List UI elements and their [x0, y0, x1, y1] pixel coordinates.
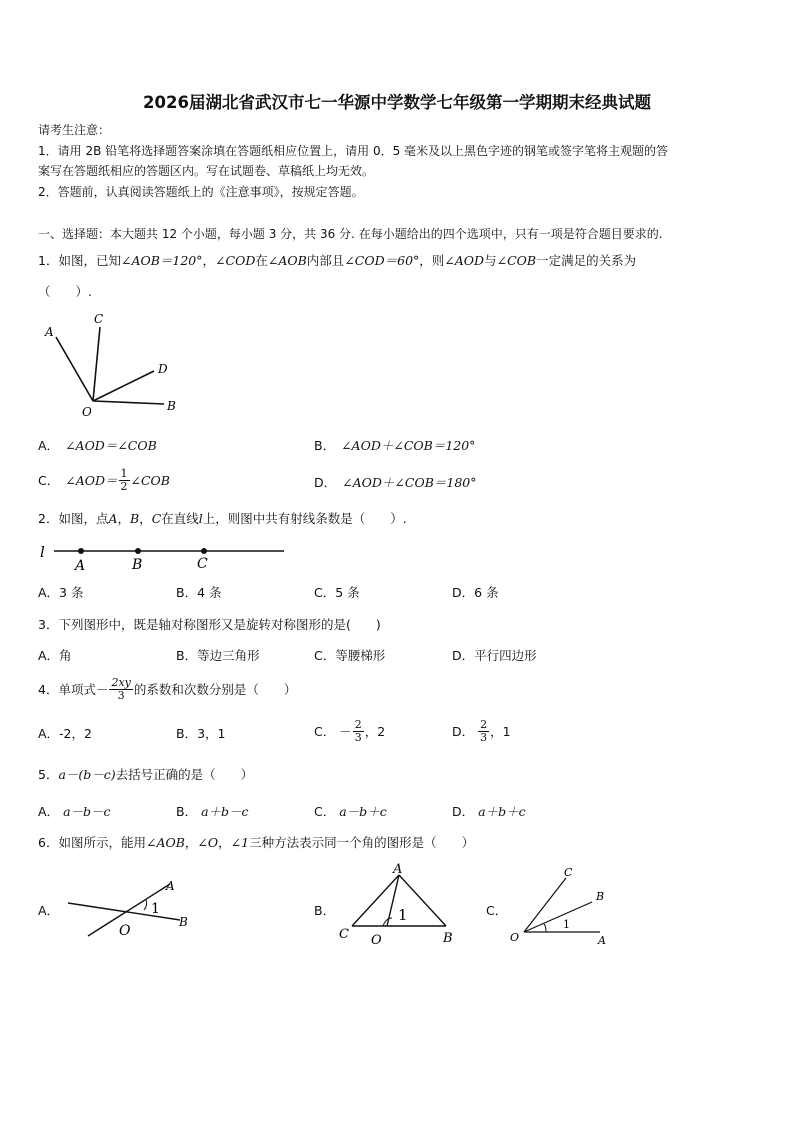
label-B: B	[167, 399, 176, 413]
question-4-stem: 4．单项式 － $\frac{2xy}{3}$ 的系数和次数分别是（ ）	[38, 675, 297, 702]
notice-line-1a: 1．请用 2B 铅笔将选择题答案涂填在答题纸相应位置上，请用 0．5 毫米及以上黑色字迹的钢笔或签字笔将主观题的答	[38, 144, 669, 158]
question-5-option-d[interactable]: D． a＋b＋c	[452, 804, 526, 819]
label-1: 1	[151, 901, 160, 917]
question-6-stem: 6．如图所示，能用∠AOB，∠O，∠1三种方法表示同一个角的图形是（ ）	[38, 835, 475, 850]
question-2-figure	[36, 537, 296, 573]
question-1-paren: （ ）.	[38, 284, 92, 299]
label-C: C	[564, 866, 573, 879]
question-6-option-b[interactable]: B．	[314, 903, 336, 918]
label-B: B	[443, 931, 453, 946]
section-heading: 一、选择题：本大题共 12 个小题，每小题 3 分，共 36 分. 在每小题给出的四个选项中，只有一项是符合题目要求的.	[38, 227, 663, 241]
label-B: B	[179, 915, 188, 929]
question-6-option-a[interactable]: A．	[38, 903, 60, 918]
question-2-option-a[interactable]: A．3 条	[38, 585, 84, 600]
label-A: A	[75, 558, 86, 573]
label-1: 1	[563, 918, 570, 931]
label-O: O	[82, 405, 92, 419]
question-2-option-c[interactable]: C．5 条	[314, 585, 360, 600]
question-1-option-c[interactable]: C． ∠AOD＝ $\frac{1}{2}$ ∠COB	[38, 466, 170, 493]
label-B: B	[132, 557, 143, 573]
question-5-stem: 5．a－(b－c)去括号正确的是（ ）	[38, 767, 254, 782]
question-5-option-c[interactable]: C． a－b＋c	[314, 804, 387, 819]
question-1-option-a[interactable]: A． ∠AOD＝∠COB	[38, 438, 157, 453]
notice-line-2: 2．答题前，认真阅读答题纸上的《注意事项》，按规定答题。	[38, 185, 364, 199]
question-3-stem: 3．下列图形中，既是轴对称图形又是旋转对称图形的是( )	[38, 617, 381, 632]
page-title: 2026届湖北省武汉市七一华源中学数学七年级第一学期期末经典试题	[143, 93, 651, 112]
question-4-option-c[interactable]: C． － $\frac{2}{3}$ ，2	[314, 717, 386, 744]
question-3-option-d[interactable]: D．平行四边形	[452, 648, 537, 663]
question-1-stem: 1．如图，已知∠AOB＝120°，∠COD在∠AOB内部且∠COD＝60°，则∠AOD与∠COB一定满足的关系为	[38, 253, 637, 268]
question-4-option-d[interactable]: D． $\frac{2}{3}$ ，1	[452, 717, 511, 744]
label-C: C	[94, 312, 104, 326]
question-4-option-b[interactable]: B．3，1	[176, 726, 226, 741]
label-B: B	[596, 890, 605, 903]
question-1-figure	[36, 305, 196, 420]
label-A: A	[393, 862, 403, 877]
question-6-figure-a	[60, 872, 200, 944]
notice-header: 请考生注意：	[38, 123, 111, 137]
question-2-option-d[interactable]: D．6 条	[452, 585, 499, 600]
question-3-option-b[interactable]: B．等边三角形	[176, 648, 260, 663]
label-A: A	[45, 325, 54, 339]
question-2-option-b[interactable]: B．4 条	[176, 585, 222, 600]
question-4-option-a[interactable]: A．-2，2	[38, 726, 92, 741]
question-6-figure-c	[506, 864, 618, 950]
label-O: O	[371, 933, 382, 948]
question-1-option-b[interactable]: B． ∠AOD＋∠COB＝120°	[314, 438, 476, 453]
label-1: 1	[398, 906, 408, 924]
question-1-option-d[interactable]: D． ∠AOD＋∠COB＝180°	[314, 475, 477, 490]
question-5-option-b[interactable]: B． a＋b－c	[176, 804, 249, 819]
label-A: A	[166, 879, 175, 893]
label-A: A	[598, 934, 606, 947]
label-C: C	[197, 556, 208, 572]
label-C: C	[339, 927, 349, 942]
question-6-option-c[interactable]: C．	[486, 903, 508, 918]
label-l: l	[40, 543, 45, 561]
label-D: D	[158, 362, 168, 376]
question-2-stem: 2．如图，点A，B，C在直线l上，则图中共有射线条数是（ ）.	[38, 511, 407, 526]
question-3-option-a[interactable]: A．角	[38, 648, 72, 663]
notice-line-1b: 案写在答题纸相应的答题区内。写在试题卷、草稿纸上均无效。	[38, 164, 375, 178]
question-5-option-a[interactable]: A． a－b－c	[38, 804, 111, 819]
label-O: O	[510, 931, 520, 944]
label-O: O	[119, 923, 131, 939]
question-3-option-c[interactable]: C．等腰梯形	[314, 648, 386, 663]
question-6-figure-b	[332, 858, 464, 950]
